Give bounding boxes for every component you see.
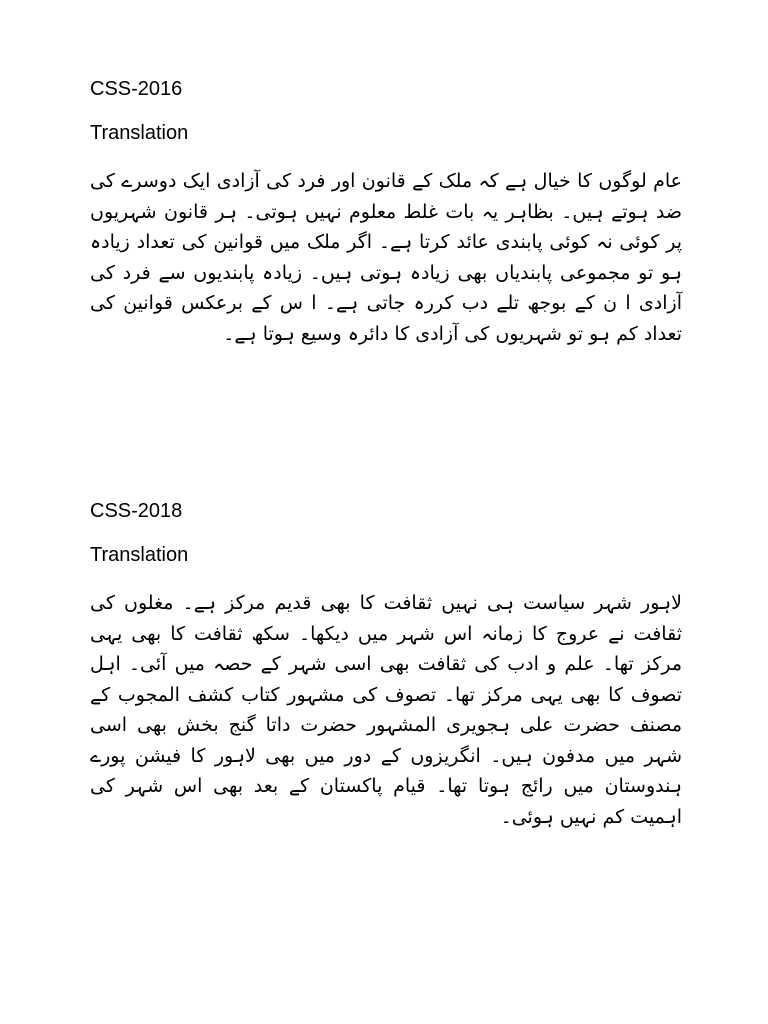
section-year-heading: CSS-2018 <box>90 500 183 522</box>
section-css-2016 <box>90 76 682 349</box>
section-year-heading: CSS-2016 <box>90 78 183 100</box>
section-translation-label: Translation <box>90 122 189 144</box>
section-translation-label: Translation <box>90 544 189 566</box>
urdu-paragraph: لاہور شہر سیاست ہی نہیں ثقافت کا بھی قدیم مرکز ہے۔ مغلوں کی ثقافت نے عروج کا زمانہ اس شہر میں دیکھا۔ سکھ ثقافت کا بھی یہی مرکز تھا۔ علم و ادب کی ثقافت بھی اسی شہر کے حصہ میں آئی۔ اہل تصوف کا بھی یہی مرکز تھا۔ تصوف کی مشہور کتاب کشف المجوب کے مصنف حضرت علی ہجویری المشہور حضرت داتا گنج بخش بھی اسی شہر میں مدفون ہیں۔ انگریزوں کے دور میں بھی لاہور کا فیشن پورے ہندوستان میں رائج ہوتا تھا۔ قیام پاکستان کے بعد بھی اس شہر کی اہمیت کم نہیں ہوئی۔ <box>90 592 682 828</box>
section-css-2018 <box>90 498 682 832</box>
urdu-paragraph: عام لوگوں کا خیال ہے کہ ملک کے قانون اور فرد کی آزادی ایک دوسرے کی ضد ہوتے ہیں۔ بظاہر یہ بات غلط معلوم نہیں ہوتی۔ ہر قانون شہریوں پر کوئی نہ کوئی پابندی عائد کرتا ہے۔ اگر ملک میں قوانین کی تعداد زیادہ ہو تو مجموعی پابندیاں بھی زیادہ ہوتی ہیں۔ زیادہ پابندیوں سے فرد کی آزادی ا ن کے بوجھ تلے دب کررہ جاتی ہے۔ ا س کے برعکس قوانین کی تعداد کم ہو تو شہریوں کی آزادی کا دائرہ وسیع ہوتا ہے۔ <box>90 170 682 345</box>
